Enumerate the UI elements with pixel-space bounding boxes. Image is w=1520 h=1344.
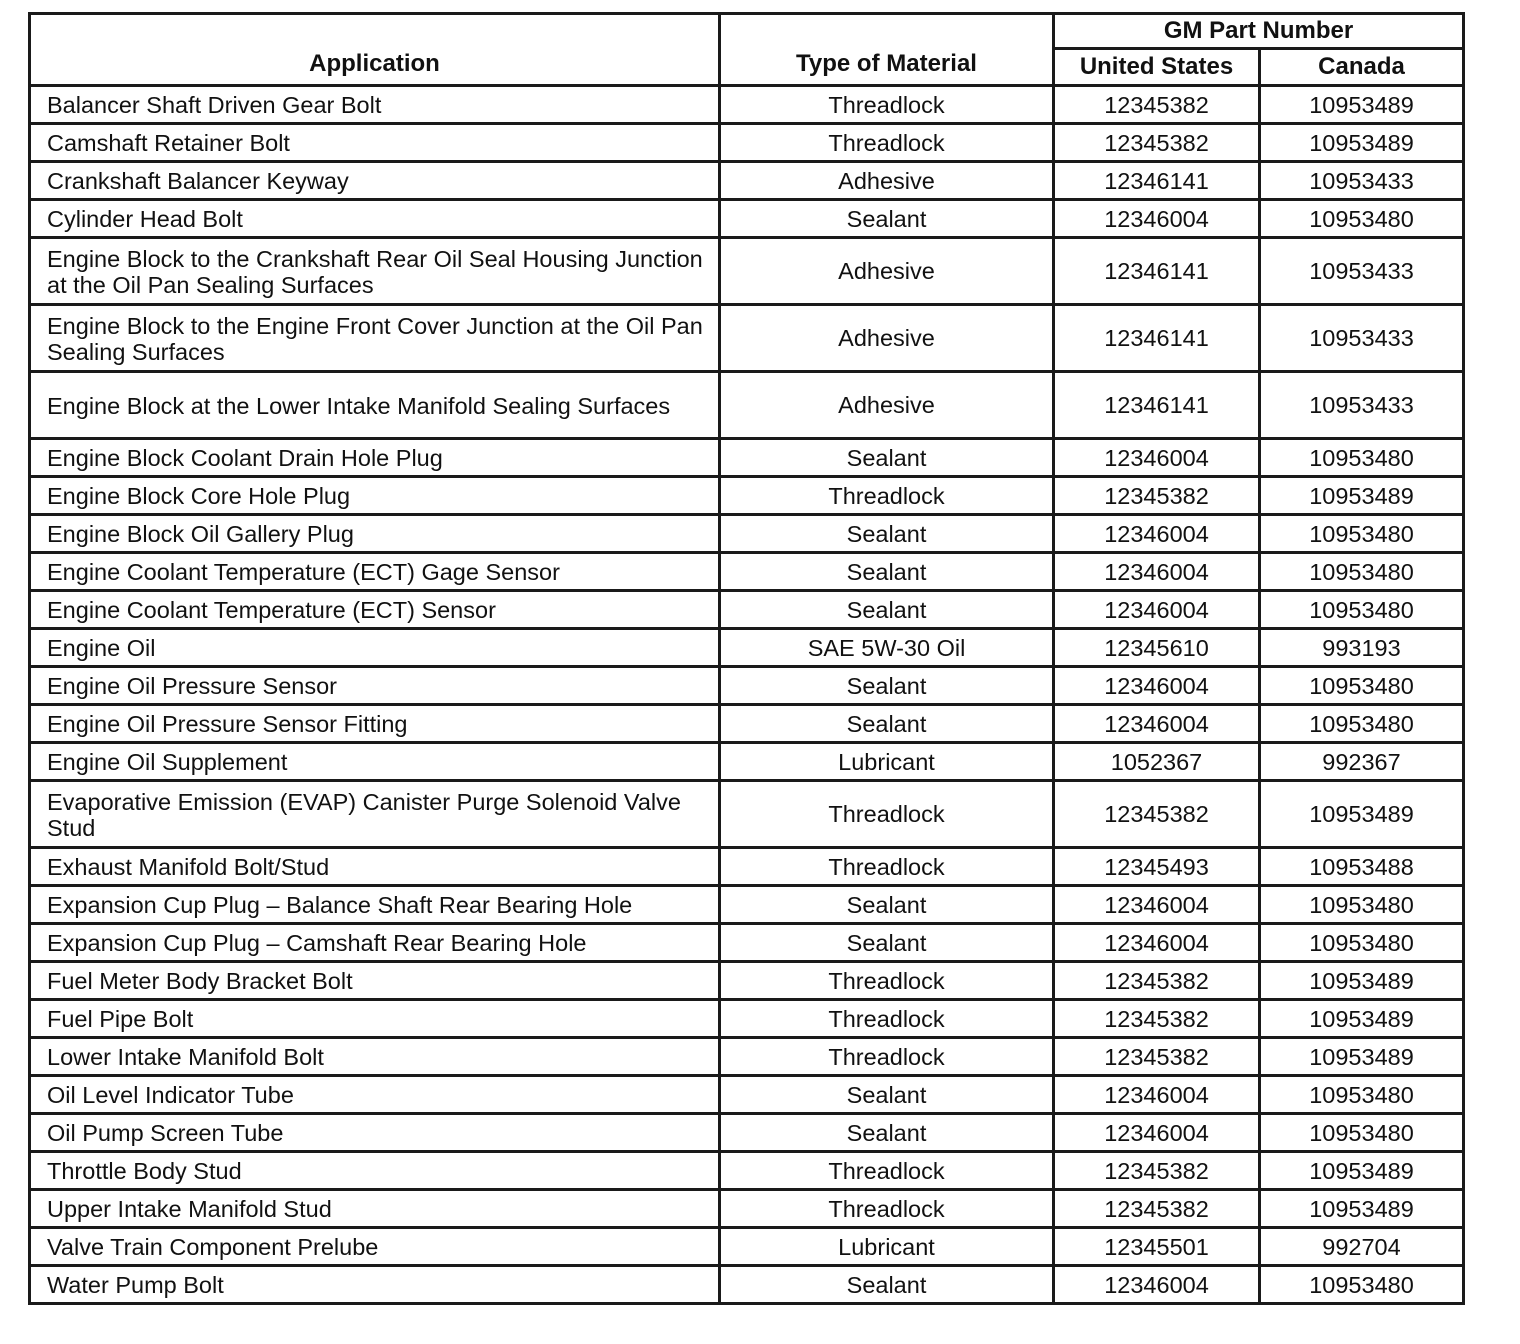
table-row (30, 1038, 1464, 1076)
canada-part-number-cell: 10953480 (1260, 924, 1464, 962)
canada-part-number-cell: 10953480 (1260, 886, 1464, 924)
application-cell: Water Pump Bolt (30, 1266, 720, 1304)
us-part-number-cell: 12345493 (1054, 848, 1260, 886)
material-cell: Sealant (720, 667, 1054, 705)
us-part-number-cell: 12346004 (1054, 439, 1260, 477)
us-part-number-cell: 12346141 (1054, 372, 1260, 439)
table-row (30, 1076, 1464, 1114)
header-application: Application (30, 14, 720, 86)
canada-part-number-cell: 10953488 (1260, 848, 1464, 886)
canada-part-number-cell: 10953480 (1260, 1076, 1464, 1114)
us-part-number-cell: 12346004 (1054, 515, 1260, 553)
canada-part-number-cell: 10953480 (1260, 553, 1464, 591)
canada-part-number-cell: 10953480 (1260, 515, 1464, 553)
us-part-number-cell: 12345382 (1054, 86, 1260, 124)
header-type-of-material: Type of Material (720, 14, 1054, 86)
us-part-number-cell: 12345382 (1054, 1038, 1260, 1076)
application-cell: Fuel Pipe Bolt (30, 1000, 720, 1038)
material-cell: Threadlock (720, 962, 1054, 1000)
table-row (30, 629, 1464, 667)
table-row (30, 200, 1464, 238)
us-part-number-cell: 12346004 (1054, 1076, 1260, 1114)
us-part-number-cell: 12345501 (1054, 1228, 1260, 1266)
application-cell: Oil Level Indicator Tube (30, 1076, 720, 1114)
application-cell: Valve Train Component Prelube (30, 1228, 720, 1266)
table-row (30, 439, 1464, 477)
table-row (30, 162, 1464, 200)
us-part-number-cell: 12345382 (1054, 1152, 1260, 1190)
canada-part-number-cell: 10953480 (1260, 200, 1464, 238)
table-row (30, 886, 1464, 924)
table-row (30, 1228, 1464, 1266)
application-cell: Engine Oil (30, 629, 720, 667)
us-part-number-cell: 12346141 (1054, 305, 1260, 372)
application-cell: Balancer Shaft Driven Gear Bolt (30, 86, 720, 124)
canada-part-number-cell: 10953489 (1260, 1190, 1464, 1228)
canada-part-number-cell: 10953433 (1260, 305, 1464, 372)
us-part-number-cell: 12345610 (1054, 629, 1260, 667)
application-cell: Cylinder Head Bolt (30, 200, 720, 238)
canada-part-number-cell: 10953489 (1260, 1038, 1464, 1076)
application-cell: Lower Intake Manifold Bolt (30, 1038, 720, 1076)
us-part-number-cell: 12346141 (1054, 238, 1260, 305)
application-cell: Oil Pump Screen Tube (30, 1114, 720, 1152)
table-row (30, 848, 1464, 886)
material-cell: SAE 5W-30 Oil (720, 629, 1054, 667)
material-cell: Threadlock (720, 86, 1054, 124)
application-cell: Engine Block to the Crankshaft Rear Oil Seal Housing Junction at the Oil Pan Sealing Surfaces (30, 238, 720, 305)
table-row (30, 305, 1464, 372)
table-row (30, 238, 1464, 305)
canada-part-number-cell: 10953489 (1260, 962, 1464, 1000)
table-row (30, 1266, 1464, 1304)
us-part-number-cell: 12346004 (1054, 591, 1260, 629)
application-cell: Engine Block Core Hole Plug (30, 477, 720, 515)
header-row-1 (30, 14, 1464, 49)
material-cell: Adhesive (720, 162, 1054, 200)
us-part-number-cell: 12346141 (1054, 162, 1260, 200)
material-cell: Adhesive (720, 305, 1054, 372)
material-cell: Threadlock (720, 848, 1054, 886)
material-cell: Threadlock (720, 1038, 1054, 1076)
material-cell: Sealant (720, 924, 1054, 962)
material-cell: Sealant (720, 1114, 1054, 1152)
canada-part-number-cell: 10953489 (1260, 124, 1464, 162)
us-part-number-cell: 12346004 (1054, 553, 1260, 591)
canada-part-number-cell: 10953480 (1260, 1266, 1464, 1304)
material-cell: Sealant (720, 1266, 1054, 1304)
material-cell: Sealant (720, 515, 1054, 553)
material-cell: Sealant (720, 886, 1054, 924)
application-cell: Engine Oil Pressure Sensor (30, 667, 720, 705)
table-header (30, 14, 1464, 86)
canada-part-number-cell: 10953489 (1260, 1152, 1464, 1190)
canada-part-number-cell: 10953433 (1260, 238, 1464, 305)
us-part-number-cell: 12346004 (1054, 886, 1260, 924)
application-cell: Engine Block to the Engine Front Cover Junction at the Oil Pan Sealing Surfaces (30, 305, 720, 372)
table-row (30, 515, 1464, 553)
sealer-parts-table (28, 12, 1465, 1305)
application-cell: Engine Block Coolant Drain Hole Plug (30, 439, 720, 477)
application-cell: Engine Oil Pressure Sensor Fitting (30, 705, 720, 743)
table-row (30, 553, 1464, 591)
application-cell: Crankshaft Balancer Keyway (30, 162, 720, 200)
application-cell: Fuel Meter Body Bracket Bolt (30, 962, 720, 1000)
application-cell: Expansion Cup Plug – Camshaft Rear Bearing Hole (30, 924, 720, 962)
us-part-number-cell: 12346004 (1054, 1266, 1260, 1304)
sealer-parts-table-container (28, 12, 1462, 1305)
material-cell: Adhesive (720, 238, 1054, 305)
us-part-number-cell: 12345382 (1054, 781, 1260, 848)
table-row (30, 1114, 1464, 1152)
material-cell: Lubricant (720, 743, 1054, 781)
material-cell: Sealant (720, 1076, 1054, 1114)
application-cell: Engine Coolant Temperature (ECT) Gage Sensor (30, 553, 720, 591)
canada-part-number-cell: 10953480 (1260, 705, 1464, 743)
us-part-number-cell: 12346004 (1054, 924, 1260, 962)
table-row (30, 1000, 1464, 1038)
application-cell: Evaporative Emission (EVAP) Canister Purge Solenoid Valve Stud (30, 781, 720, 848)
material-cell: Sealant (720, 553, 1054, 591)
canada-part-number-cell: 10953489 (1260, 1000, 1464, 1038)
table-row (30, 124, 1464, 162)
header-gm-part-number: GM Part Number (1054, 14, 1464, 49)
application-cell: Expansion Cup Plug – Balance Shaft Rear Bearing Hole (30, 886, 720, 924)
canada-part-number-cell: 10953489 (1260, 781, 1464, 848)
material-cell: Threadlock (720, 124, 1054, 162)
canada-part-number-cell: 10953433 (1260, 162, 1464, 200)
canada-part-number-cell: 992367 (1260, 743, 1464, 781)
material-cell: Sealant (720, 705, 1054, 743)
table-body (30, 86, 1464, 1304)
table-row (30, 781, 1464, 848)
us-part-number-cell: 12345382 (1054, 1190, 1260, 1228)
table-row (30, 591, 1464, 629)
table-row (30, 667, 1464, 705)
material-cell: Threadlock (720, 1000, 1054, 1038)
table-row (30, 477, 1464, 515)
application-cell: Engine Coolant Temperature (ECT) Sensor (30, 591, 720, 629)
table-row (30, 1190, 1464, 1228)
table-row (30, 1152, 1464, 1190)
us-part-number-cell: 12345382 (1054, 962, 1260, 1000)
canada-part-number-cell: 10953480 (1260, 439, 1464, 477)
material-cell: Sealant (720, 200, 1054, 238)
table-row (30, 743, 1464, 781)
material-cell: Sealant (720, 591, 1054, 629)
canada-part-number-cell: 10953480 (1260, 1114, 1464, 1152)
header-canada: Canada (1260, 49, 1464, 86)
canada-part-number-cell: 10953489 (1260, 86, 1464, 124)
table-row (30, 705, 1464, 743)
canada-part-number-cell: 10953480 (1260, 591, 1464, 629)
application-cell: Exhaust Manifold Bolt/Stud (30, 848, 720, 886)
canada-part-number-cell: 10953480 (1260, 667, 1464, 705)
application-cell: Camshaft Retainer Bolt (30, 124, 720, 162)
us-part-number-cell: 12346004 (1054, 705, 1260, 743)
us-part-number-cell: 12345382 (1054, 477, 1260, 515)
material-cell: Threadlock (720, 477, 1054, 515)
us-part-number-cell: 12346004 (1054, 200, 1260, 238)
application-cell: Engine Oil Supplement (30, 743, 720, 781)
material-cell: Threadlock (720, 781, 1054, 848)
material-cell: Threadlock (720, 1152, 1054, 1190)
canada-part-number-cell: 10953433 (1260, 372, 1464, 439)
application-cell: Throttle Body Stud (30, 1152, 720, 1190)
material-cell: Lubricant (720, 1228, 1054, 1266)
table-row (30, 962, 1464, 1000)
header-united-states: United States (1054, 49, 1260, 86)
us-part-number-cell: 12346004 (1054, 1114, 1260, 1152)
material-cell: Adhesive (720, 372, 1054, 439)
canada-part-number-cell: 992704 (1260, 1228, 1464, 1266)
table-row (30, 924, 1464, 962)
application-cell: Engine Block Oil Gallery Plug (30, 515, 720, 553)
table-row (30, 372, 1464, 439)
canada-part-number-cell: 10953489 (1260, 477, 1464, 515)
material-cell: Sealant (720, 439, 1054, 477)
application-cell: Upper Intake Manifold Stud (30, 1190, 720, 1228)
us-part-number-cell: 12345382 (1054, 1000, 1260, 1038)
material-cell: Threadlock (720, 1190, 1054, 1228)
us-part-number-cell: 12345382 (1054, 124, 1260, 162)
table-row (30, 86, 1464, 124)
canada-part-number-cell: 993193 (1260, 629, 1464, 667)
us-part-number-cell: 1052367 (1054, 743, 1260, 781)
application-cell: Engine Block at the Lower Intake Manifold Sealing Surfaces (30, 372, 720, 439)
us-part-number-cell: 12346004 (1054, 667, 1260, 705)
